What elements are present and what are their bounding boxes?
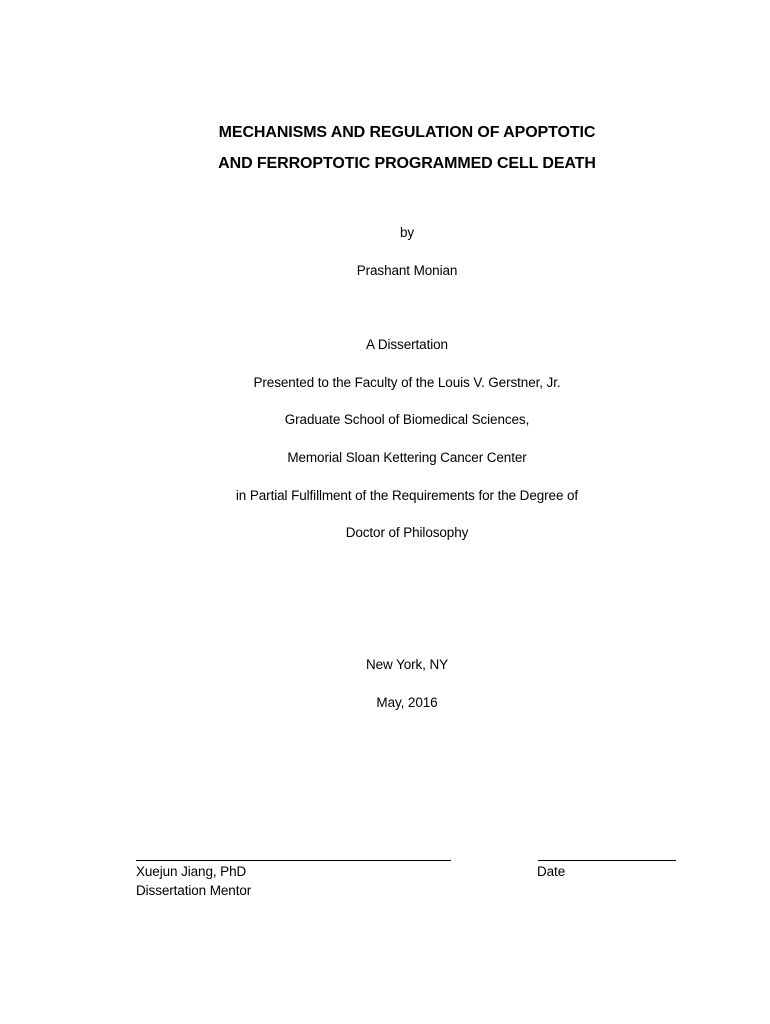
- title-line-2: AND FERROPTOTIC PROGRAMMED CELL DEATH: [218, 155, 596, 172]
- degree-line: Doctor of Philosophy: [345, 525, 469, 540]
- document-type: A Dissertation: [366, 337, 448, 352]
- date-signature-line: [538, 860, 676, 861]
- institution-line: Memorial Sloan Kettering Cancer Center: [287, 450, 527, 465]
- mentor-role: Dissertation Mentor: [136, 883, 252, 898]
- presented-to-line: Presented to the Faculty of the Louis V. Gerstner, Jr.: [253, 375, 561, 390]
- by-line: by: [399, 225, 415, 240]
- title-line-1: MECHANISMS AND REGULATION OF APOPTOTIC: [218, 124, 596, 141]
- school-line: Graduate School of Biomedical Sciences,: [284, 412, 530, 427]
- date-label: Date: [537, 864, 566, 879]
- mentor-name: Xuejun Jiang, PhD: [136, 864, 247, 879]
- fulfillment-line: in Partial Fulfillment of the Requirements for the Degree of: [235, 488, 579, 503]
- location-line: New York, NY: [365, 657, 449, 672]
- mentor-signature-line: [136, 860, 451, 861]
- author-name: Prashant Monian: [356, 263, 458, 278]
- date-line: May, 2016: [376, 695, 438, 710]
